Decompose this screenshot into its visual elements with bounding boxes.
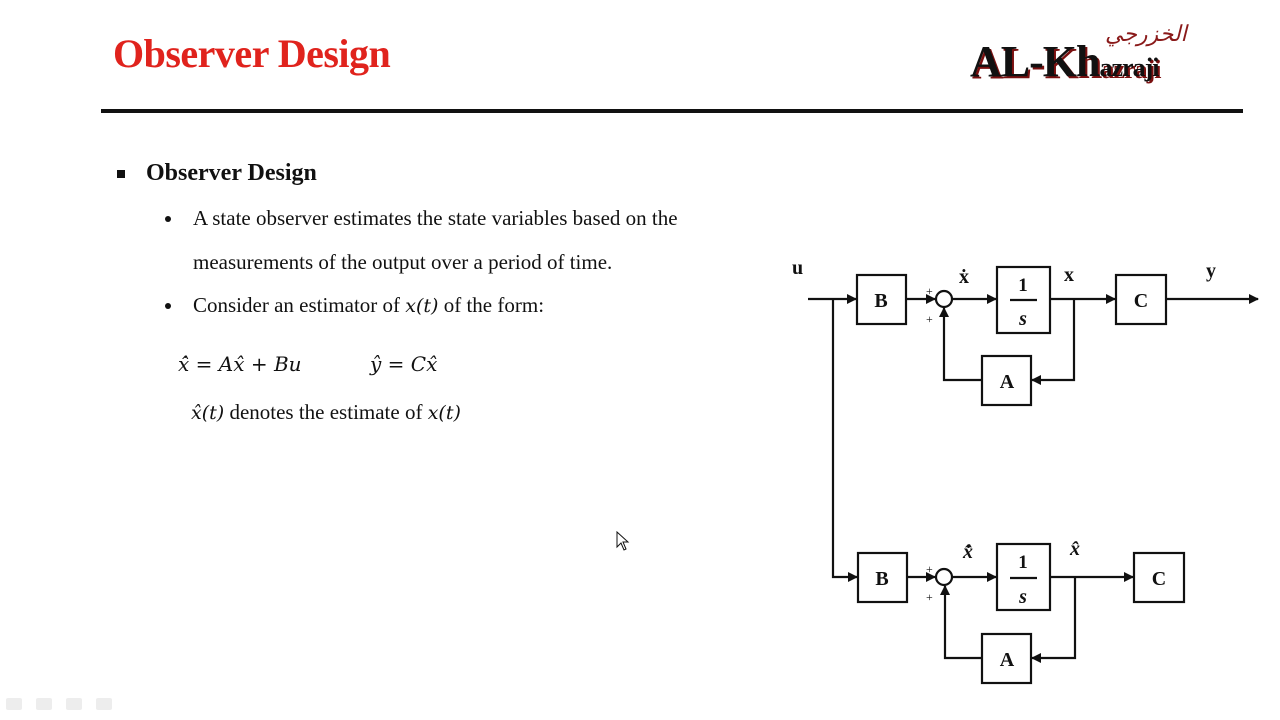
estimator-state-equation: x̂̇ = Ax̂ + Bu bbox=[178, 352, 302, 376]
bullet1-line2: measurements of the output over a period of time. bbox=[193, 250, 613, 274]
bottom-plus1: + bbox=[926, 562, 933, 576]
u-branch-line bbox=[833, 299, 857, 577]
label-xdot: ẋ bbox=[959, 266, 969, 288]
next-icon[interactable] bbox=[96, 698, 112, 710]
bullet2-suffix: of the form: bbox=[438, 293, 545, 317]
logo-arabic: الخزرجي bbox=[1105, 22, 1187, 47]
top-a-label: A bbox=[999, 371, 1015, 393]
top-b-label: B bbox=[874, 290, 888, 312]
section-heading: Observer Design bbox=[146, 160, 317, 186]
slideshow-toolbar[interactable] bbox=[6, 698, 112, 710]
label-x: x bbox=[1064, 264, 1074, 286]
bottom-int-den: s bbox=[1019, 586, 1027, 608]
note-math1: x̂(t) bbox=[191, 402, 225, 424]
square-bullet-icon bbox=[117, 170, 125, 178]
label-y: y bbox=[1206, 260, 1216, 282]
label-xhat: x̂ bbox=[1070, 538, 1080, 560]
label-u: u bbox=[792, 257, 804, 279]
bottom-c-label: C bbox=[1151, 568, 1167, 590]
mouse-cursor-icon bbox=[616, 531, 630, 551]
label-xhatdot: x̂̇ bbox=[963, 541, 973, 563]
bottom-a-label: A bbox=[999, 649, 1015, 671]
menu-icon[interactable] bbox=[66, 698, 82, 710]
bottom-b-label: B bbox=[875, 568, 889, 590]
bullet-dot-icon bbox=[165, 216, 171, 222]
logo-latin-small: azraji bbox=[1099, 53, 1159, 82]
bullet2-text bbox=[193, 293, 544, 318]
top-c-label: C bbox=[1133, 290, 1149, 312]
bottom-sum-junction bbox=[936, 569, 952, 585]
top-int-num: 1 bbox=[1018, 275, 1028, 296]
bottom-plus2: + bbox=[926, 590, 933, 604]
logo-latin bbox=[970, 36, 1158, 87]
estimate-note bbox=[191, 400, 461, 425]
note-math2: x(t) bbox=[427, 402, 461, 424]
bullet-dot-icon bbox=[165, 303, 171, 309]
top-plus2: + bbox=[926, 312, 933, 326]
bullet2-math: x(t) bbox=[405, 295, 439, 317]
pen-icon[interactable] bbox=[36, 698, 52, 710]
note-text: denotes the estimate of bbox=[224, 400, 428, 424]
top-a-to-sum-line bbox=[944, 308, 982, 380]
bottom-a-to-sum-line bbox=[945, 586, 982, 658]
previous-icon[interactable] bbox=[6, 698, 22, 710]
bottom-int-num: 1 bbox=[1018, 552, 1028, 573]
top-sum-junction bbox=[936, 291, 952, 307]
top-int-den: s bbox=[1019, 308, 1027, 330]
title-divider bbox=[101, 109, 1243, 113]
estimator-output-equation: ŷ = Cx̂ bbox=[370, 352, 438, 376]
top-plus1: + bbox=[926, 284, 933, 298]
slide-title: Observer Design bbox=[113, 31, 391, 76]
logo bbox=[965, 20, 1195, 90]
logo-latin-main: AL-Kh bbox=[970, 37, 1100, 86]
bullet2-prefix: Consider an estimator of bbox=[193, 293, 406, 317]
bullet1-line1: A state observer estimates the state variables based on the bbox=[193, 206, 678, 230]
block-diagram bbox=[780, 250, 1270, 700]
